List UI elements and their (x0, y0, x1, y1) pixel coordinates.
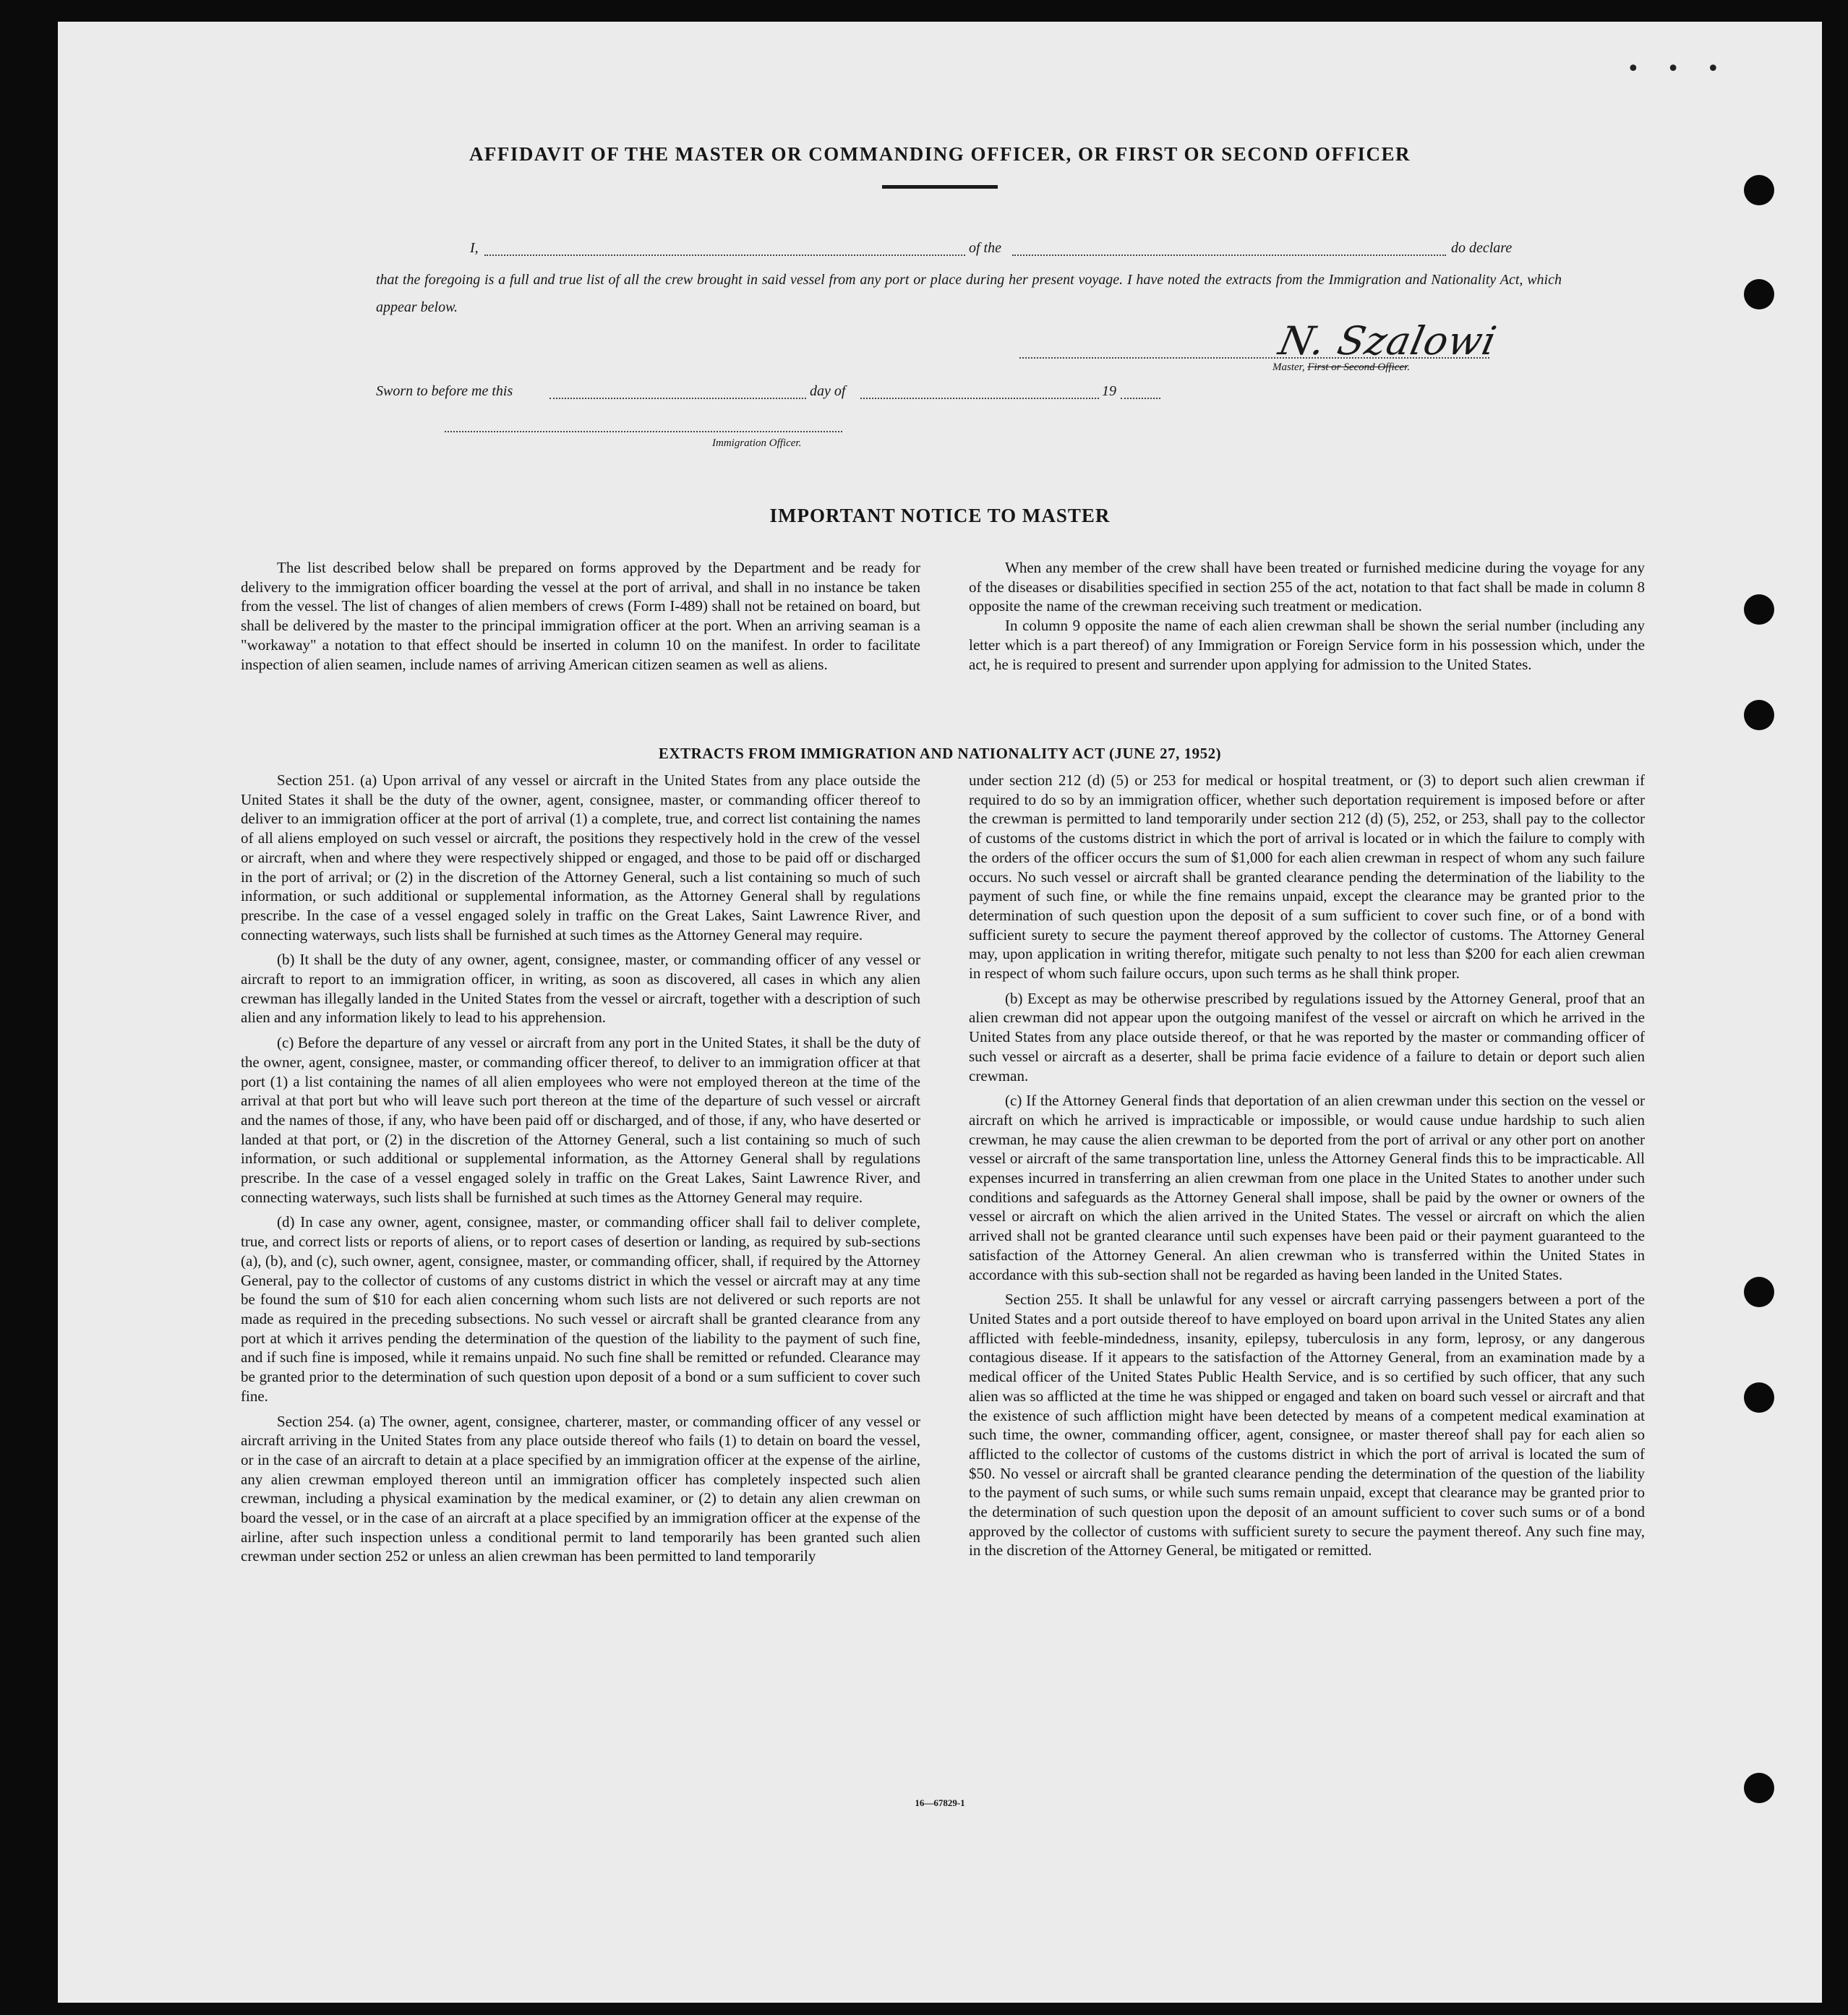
master-signature: N. Szalowi (1275, 318, 1501, 364)
sworn-date-field[interactable] (549, 383, 806, 399)
title-rule (882, 185, 998, 189)
affidavit-title: AFFIDAVIT OF THE MASTER OR COMMANDING OFFICER, OR FIRST OR SECOND OFFICER (469, 143, 1411, 165)
act-section-paragraph: (d) In case any owner, agent, consignee, master, or commanding officer shall fail to deliver complete, true, and correct lists or reports of aliens, or to report cases of desertion or landing, as required by sub-sections (a), (b), and (c), such owner, agent, consignee, master, or commanding officer, shall, if required by the Attorney General, pay to the collector of customs of any customs district in which the vessel or aircraft may at any time be found the sum of $10 for each alien concerning whom such lists are not delivered or such reports are not made as required in the preceding subsections. No such vessel or aircraft shall be granted clearance from any port at which it arrives pending the determination of the question of the liability to the payment of such fine, and if such fine is imposed, while it remains unpaid. No such fine shall be remitted or refunded. Clearance may be granted prior to the determination of such question upon deposit of a bond or a sum sufficient to cover such fine. (241, 1213, 920, 1405)
declarant-label: I, (470, 240, 479, 256)
act-section-paragraph: (c) Before the departure of any vessel or aircraft from any port in the United States, it shall be the duty of the owner, agent, consignee, master, or commanding officer thereof, to deliver to an immigration officer at that port (1) a list containing the names of all alien employees who were not employed thereon at the time of the arrival at that port but who will leave such port thereon at the time of the departure of such vessel or aircraft and the names of those, if any, who have been paid off or discharged, and of those, if any, who have deserted or landed at that port, or (2) in the discretion of the Attorney General, such a list containing so much of such information, or such additional or supplemental information, as the Attorney General shall by regulations prescribe. In the case of a vessel engaged solely in traffic on the Great Lakes, Saint Lawrence River, and connecting waterways, such lists shall be furnished at such times as the Attorney General may require. (241, 1034, 920, 1206)
notice-paragraph: The list described below shall be prepared on forms approved by the Department and be ready for delivery to the immigration officer boarding the vessel at the port of arrival, and shall in no instance be taken from the vessel. The list of changes of alien members of crews (Form I-489) shall not be retained on board, but shall be delivered by the master to the principal immigration officer at the port. When an arriving seaman is a "workaway" a notation to that effect should be inserted in column 10 on the manifest. In order to facilitate inspection of alien seamen, include names of arriving American citizen seamen as well as aliens. (241, 559, 920, 673)
year-label: 19 (1102, 383, 1116, 399)
form-number: 16—67829-1 (915, 1797, 965, 1808)
punch-hole (1744, 700, 1774, 730)
punch-hole (1744, 279, 1774, 309)
punch-hole (1744, 175, 1774, 205)
act-section-paragraph: (c) If the Attorney General finds that deportation of an alien crewman under this section on the vessel or aircraft on which he arrived is impracticable or impossible, or would cause undue hardship to such alien crewman, he may cause the alien crewman to be deported from the port of arrival or any other port on another vessel or aircraft of the same transportation line, unless the Attorney General finds this to be impracticable. All expenses incurred in transferring an alien crewman from one place in the United States to another under such conditions and safeguards as the Attorney General shall impose, shall be paid by the owner or owners of the vessel or aircraft on which the alien arrived in the United States. The vessel or aircraft on which the alien arrived shall not be granted clearance until such expenses have been paid or their payment guaranteed to the satisfaction of the Attorney General. An alien crewman who is transferred within the United States in accordance with this sub-section shall not be regarded as having been landed in the United States. (969, 1092, 1645, 1283)
declaration-line (376, 240, 1562, 262)
act-section-paragraph: (b) It shall be the duty of any owner, agent, consignee, master, or commanding officer of any vessel or aircraft to report to an immigration officer, in writing, as soon as discovered, all cases in which any alien crewman has illegally landed in the United States from the vessel or aircraft, together with a description of such alien and any information likely to lead to his apprehension. (241, 951, 920, 1027)
declare-label: do declare (1451, 240, 1513, 256)
sworn-month-field[interactable] (860, 383, 1099, 399)
of-the-label: of the (969, 240, 1001, 256)
act-section-paragraph: Section 254. (a) The owner, agent, consignee, charterer, master, or commanding officer of any vessel or aircraft arriving in the United States from any place outside thereof who fails (1) to detain on board the vessel, or in the case of an aircraft to detain at a place specified by an immigration officer at the expense of the airline, any alien crewman employed thereon until an immigration officer has completely inspected such alien crewman, including a physical examination by the medical examiner, or (2) to detain any alien crewman on board the vessel, or in the case of an aircraft at a place specified by an immigration officer at the expense of the airline, after such inspection unless a conditional permit to land temporarily has been granted such alien crewman under section 252 or unless an alien crewman has been permitted to land temporarily (241, 1412, 920, 1565)
extracts-right-column (969, 771, 1645, 1566)
vessel-name-field[interactable] (1012, 240, 1446, 256)
day-of-label: day of (810, 383, 846, 399)
declaration-text: that the foregoing is a full and true list of all the crew brought in said vessel from any port or place during her present voyage. I have noted the extracts from the Immigration and Nationality Act, which appear below. (376, 272, 1562, 315)
master-label: Master, (1272, 361, 1305, 373)
act-section-paragraph: Section 255. It shall be unlawful for any vessel or aircraft carrying passengers between a port of the United States and a port outside thereof to have employed on board upon arrival in the United States any alien afflicted with feeble-mindedness, insanity, epilepsy, tuberculosis in any form, leprosy, or any dangerous contagious disease. If it appears to the satisfaction of the Attorney General, from an examination made by a medical officer of the United States Public Health Service, and is so certified by such officer, that any such alien was so afflicted at the time he was shipped or engaged and taken on board such vessel or aircraft and that the existence of such affliction might have been detected by means of a competent medical examination at such time, the owner, commanding officer, agent, consignee, or master thereof shall pay for each alien so afflicted to the collector of customs of the customs district in which the port of arrival is located the sum of $50. No vessel or aircraft shall be granted clearance pending the determination of the question of the liability to the payment of such sums, or while such sums remain unpaid, except that clearance may be granted prior to the determination of such question upon the deposit of an amount sufficient to cover such sums or of a bond approved by the collector of customs with sufficient surety to secure the payment thereof. Any such fine may, in the discretion of the Attorney General, be mitigated or remitted. (969, 1291, 1645, 1560)
corner-dots: • • • (1627, 56, 1730, 82)
punch-hole (1744, 594, 1774, 625)
notice-right-column (969, 558, 1645, 674)
act-section-paragraph: (b) Except as may be otherwise prescribed by regulations issued by the Attorney General, proof that an alien crewman did not appear upon the outgoing manifest of the vessel or aircraft on which he arrived in the United States from any place outside thereof, or that he was reported by the master or commanding officer of such vessel or aircraft as a deserter, shall be prima facie evidence of a failure to detain or deport such alien crewman. (969, 989, 1645, 1084)
extracts-left-column (241, 771, 920, 1572)
declarant-name-field[interactable] (484, 240, 965, 256)
notice-paragraph: In column 9 opposite the name of each alien crewman shall be shown the serial number (including any letter which is a part thereof) of any Immigration or Foreign Service form in his possession which, under the act, he is required to present and surrender upon applying for admission to the United States. (969, 617, 1645, 673)
sworn-label: Sworn to before me this (376, 383, 513, 399)
immigration-officer-signature-line[interactable] (445, 431, 842, 432)
punch-hole (1744, 1382, 1774, 1413)
document-page (58, 22, 1822, 2003)
punch-hole (1744, 1277, 1774, 1307)
signature-caption: Master, First or Second Officer. (1272, 361, 1410, 373)
struck-officer-label: First or Second Officer (1307, 361, 1408, 373)
notice-left-column (241, 558, 920, 674)
act-section-paragraph: under section 212 (d) (5) or 253 for medical or hospital treatment, or (3) to deport such alien crewman if required to do so by an immigration officer, whether such deportation requirement is imposed before or after the crewman is permitted to land temporarily under section 212 (d) (5), 252, or 253, shall pay to the collector of customs of the customs district in which the port of arrival is located or in which the failure to comply with the orders of the officer occurs the sum of $1,000 for each alien crewman in respect of whom any such failure occurs. No such vessel or aircraft shall be granted clearance pending the determination of the liability to the payment of such fine, or while the fine remains unpaid, except the clearance may be granted prior to the determination of such question upon the deposit of a sum sufficient to cover such fine, or of a bond with sufficient surety to secure the payment thereof approved by the collector of customs. The Attorney General may, upon application in writing therefor, mitigate such penalty to not less than $200 for each alien crewman in respect of whom such failure occurs, upon such terms as he shall think proper. (969, 771, 1645, 983)
sworn-year-field[interactable] (1121, 383, 1160, 399)
sworn-line (376, 383, 1244, 405)
immigration-officer-label: Immigration Officer. (712, 437, 802, 449)
notice-paragraph: When any member of the crew shall have been treated or furnished medicine during the voyage for any of the diseases or disabilities specified in section 255 of the act, notation to that fact shall be made in column 8 opposite the name of the crewman receiving such treatment or medication. (969, 559, 1645, 615)
notice-title: IMPORTANT NOTICE TO MASTER (769, 505, 1111, 526)
extracts-title: EXTRACTS FROM IMMIGRATION AND NATIONALITY ACT (JUNE 27, 1952) (658, 745, 1222, 762)
punch-hole (1744, 1773, 1774, 1803)
act-section-paragraph: Section 251. (a) Upon arrival of any vessel or aircraft in the United States from any place outside the United States it shall be the duty of the owner, agent, consignee, master, or commanding officer thereof to deliver to an immigration officer at the port of arrival (1) a complete, true, and correct list containing the names of all aliens employed on such vessel or aircraft, the positions they respectively hold in the crew of the vessel or aircraft, when and where they were respectively shipped or engaged, and those to be paid off or discharged in the port of arrival; or (2) in the discretion of the Attorney General, such a list containing so much of such information, or such additional or supplemental information, as the Attorney General shall by regulations prescribe. In the case of a vessel engaged solely in traffic on the Great Lakes, Saint Lawrence River, and connecting waterways, such lists shall be furnished at such times as the Attorney General may require. (241, 771, 920, 944)
